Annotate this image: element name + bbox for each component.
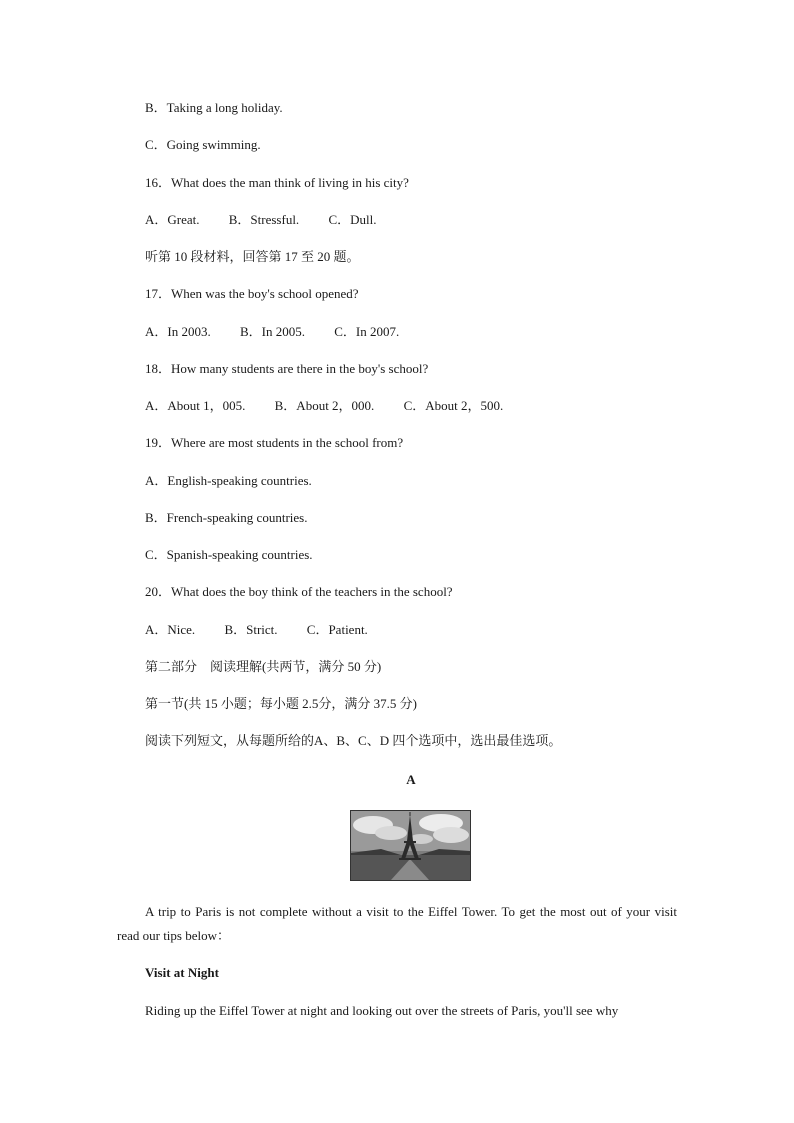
q18-option-a: A．About 1，005.: [145, 398, 246, 413]
q20-options: [145, 622, 368, 638]
section-one-heading: 第一节(共 15 小题；每小题 2.5分，满分 37.5 分): [145, 696, 417, 711]
q16-option-c: C．Dull.: [328, 212, 377, 227]
q18-option-b: B．About 2，000.: [274, 398, 375, 413]
q19-option-c: C．Spanish-speaking countries.: [145, 547, 313, 562]
q16-option-a: A．Great.: [145, 212, 200, 227]
q19-option-b: B．French-speaking countries.: [145, 510, 308, 525]
question-19: 19．Where are most students in the school from?: [145, 435, 404, 450]
q16-options: [145, 212, 376, 228]
question-16: 16．What does the man think of living in his city?: [145, 175, 409, 190]
question-20: 20．What does the boy think of the teachers in the school?: [145, 584, 453, 599]
q17-option-b: B．In 2005.: [239, 324, 305, 339]
q15-option-c: C．Going swimming.: [145, 137, 261, 152]
question-17: 17．When was the boy's school opened?: [145, 286, 359, 301]
q19-option-a: A．English-speaking countries.: [145, 473, 312, 488]
q17-option-c: C．In 2007.: [334, 324, 400, 339]
q17-options: [145, 324, 399, 340]
q20-option-c: C．Patient.: [306, 622, 368, 637]
passage-subheading: Visit at Night: [145, 965, 219, 980]
eiffel-tower-photo: [350, 810, 471, 881]
passage-intro: A trip to Paris is not complete without a visit to the Eiffel Tower. To get the most out of your visit read our tips below：: [117, 904, 677, 943]
passage-heading: A: [406, 772, 416, 787]
q17-option-a: A．In 2003.: [145, 324, 211, 339]
q18-options: [145, 398, 503, 414]
q16-option-b: B．Stressful.: [228, 212, 300, 227]
instruction-section-10: 听第 10 段材料，回答第 17 至 20 题。: [145, 249, 360, 264]
part-two-heading: 第二部分 阅读理解(共两节，满分 50 分): [145, 659, 382, 674]
q20-option-a: A．Nice.: [145, 622, 196, 637]
q20-option-b: B．Strict.: [224, 622, 278, 637]
q15-option-b: B．Taking a long holiday.: [145, 100, 283, 115]
q18-option-c: C．About 2，500.: [403, 398, 504, 413]
question-18: 18．How many students are there in the boy's school?: [145, 361, 429, 376]
reading-instruction: 阅读下列短文，从每题所给的A、B、C、D 四个选项中，选出最佳选项。: [145, 733, 562, 748]
passage-body: Riding up the Eiffel Tower at night and looking out over the streets of Paris, you'll see why: [145, 1003, 619, 1018]
